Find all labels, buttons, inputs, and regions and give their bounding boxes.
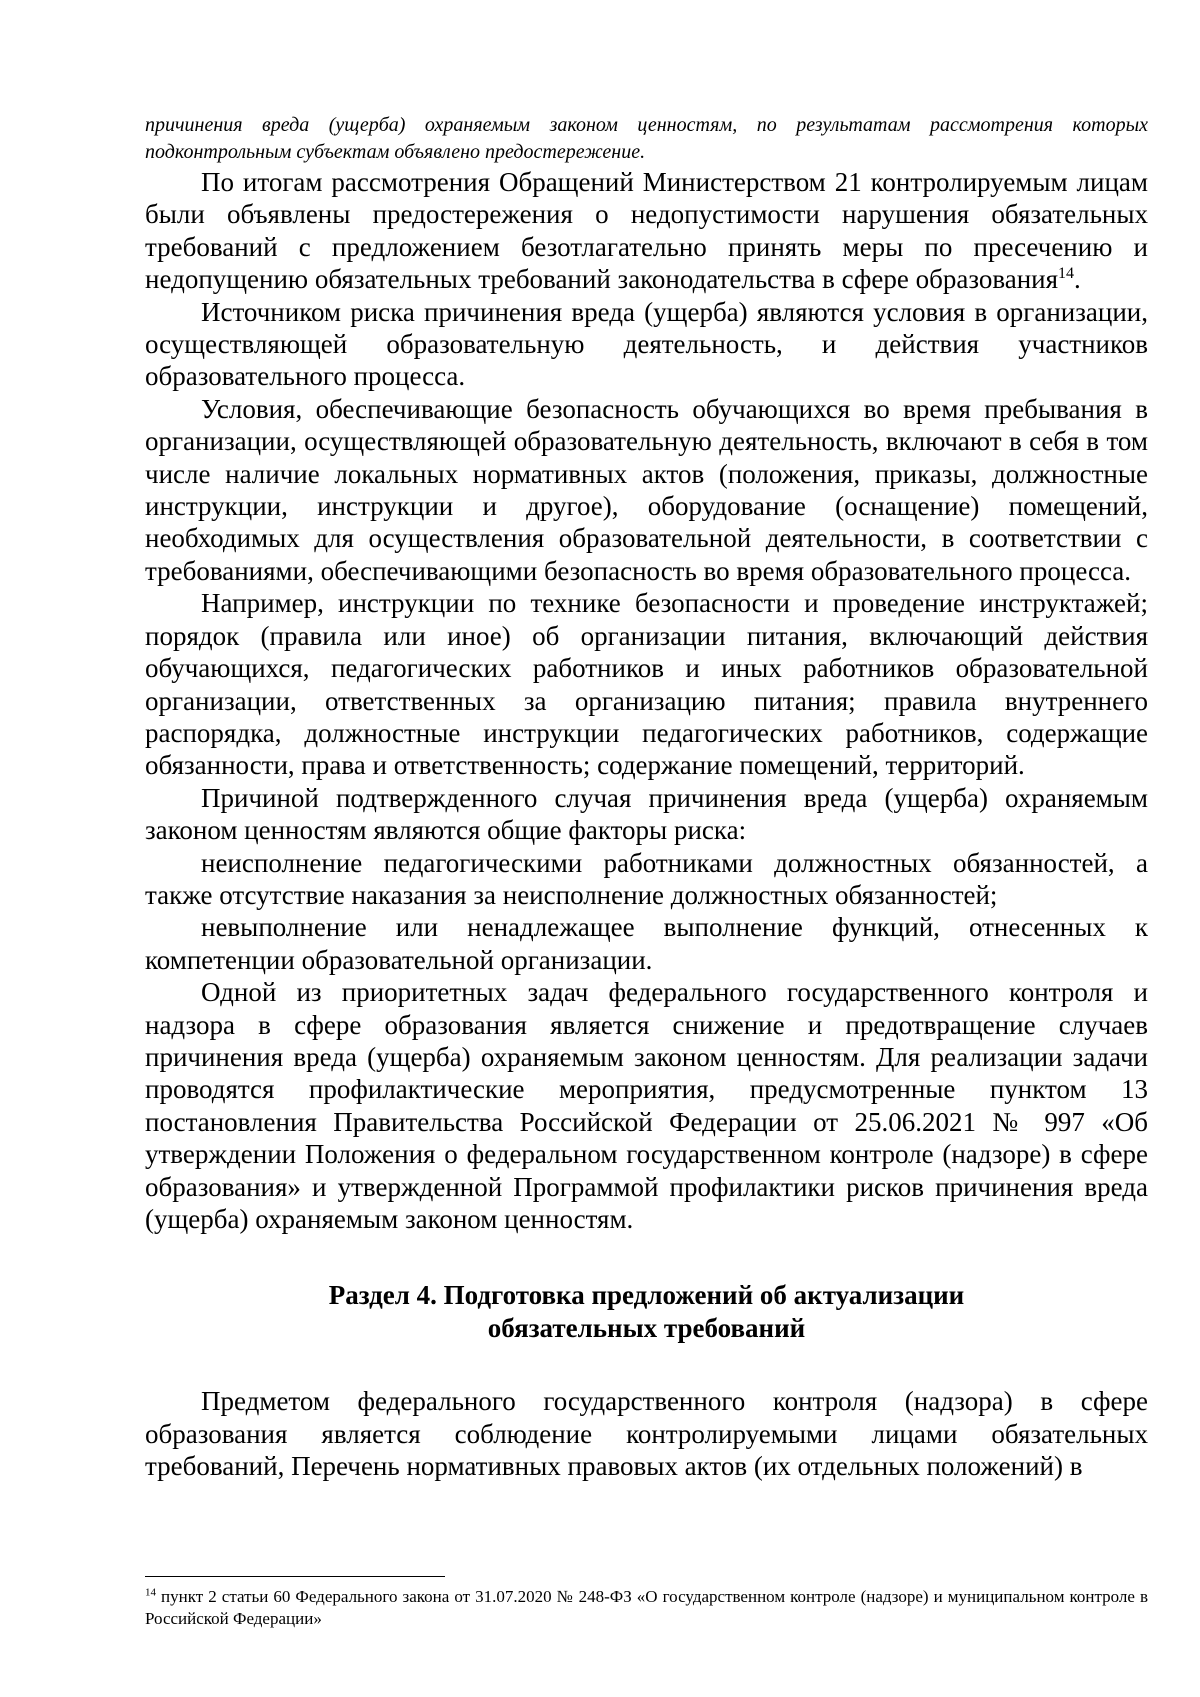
paragraph-risk-cause: Причиной подтвержденного случая причинения вреда (ущерба) охраняемым законом ценностям являются общие факторы риска: — [145, 782, 1148, 846]
paragraph-factor-2: невыполнение или ненадлежащее выполнение функций, отнесенных к компетенции образовательной организации. — [145, 912, 1148, 975]
paragraph-subject-of-control: Предметом федерального государственного контроля (надзора) в сфере образования является соблюдение контролируемыми лицами обязательных требований, Перечень нормативных правовых актов (их отдельных положений) в — [145, 1386, 1148, 1482]
paragraph-factor-1: неисполнение педагогическими работниками должностных обязанностей, а также отсутствие наказания за неисполнение должностных обязанностей; — [145, 847, 1148, 910]
footnote-separator — [145, 1576, 445, 1577]
body-text — [145, 112, 1148, 1483]
paragraph-warnings — [145, 166, 1148, 296]
footnote-number: 14 — [145, 1586, 156, 1599]
italic-lead-text: причинения вреда (ущерба) охраняемым законом ценностям, по результатам рассмотрения которых подконтрольным субъектам объявлено предостережение. — [145, 114, 1148, 163]
paragraph-examples: Например, инструкции по технике безопасности и проведение инструктажей; порядок (правила или иное) об организации питания, включающий действия обучающихся, педагогических работников и иных работников образовательной организации, ответственных за организацию питания; правила внутреннего распорядка, должностные инструкции педагогических работников, содержащие обязанности, права и ответственность; содержание помещений, территорий. — [145, 588, 1148, 781]
footnote-ref-14[interactable]: 14 — [1058, 265, 1075, 283]
section-4-heading — [145, 1279, 1148, 1345]
section-4-heading-line2: обязательных требований — [487, 1313, 806, 1344]
paragraph-safety-conditions: Условия, обеспечивающие безопасность обучающихся во время пребывания в организации, осуществляющей образовательную деятельность, включают в себя в том числе наличие локальных нормативных актов (положения, приказы, должностные инструкции, инструкции и другое), оборудование (оснащение) помещений, необходимых для осуществления образовательной деятельности, в соответствии с требованиями, обеспечивающими безопасность во время образовательного процесса. — [145, 393, 1148, 586]
paragraph-warnings-text: По итогам рассмотрения Обращений Министерством 21 контролируемым лицам были объявлены предостережения о недопустимости нарушения обязательных требований с предложением безотлагательно принять меры по пресечению и недопущению обязательных требований законодательства в сфере образования — [145, 167, 1148, 295]
paragraph-priority-tasks: Одной из приоритетных задач федерального государственного контроля и надзора в сфере образования является снижение и предотвращение случаев причинения вреда (ущерба) охраняемым законом ценностям. Для реализации задачи проводятся профилактические мероприятия, предусмотренные пунктом 13 постановления Правительства Российской Федерации от 25.06.2021 № 997 «Об утверждении Положения о федеральном государственном контроле (надзоре) в сфере образования» и утвержденной Программой профилактики рисков причинения вреда (ущерба) охраняемым законом ценностям. — [145, 977, 1148, 1234]
footnote-14 — [145, 1586, 1148, 1630]
paragraph-risk-source: Источником риска причинения вреда (ущерба) являются условия в организации, осуществляющей образовательную деятельность, и действия участников образовательного процесса. — [145, 296, 1148, 392]
footnote-ref-trail: . — [1074, 264, 1081, 295]
section-4-heading-line1: Раздел 4. Подготовка предложений об актуализации — [328, 1280, 965, 1311]
footnote-text: пункт 2 статьи 60 Федерального закона от 31.07.2020 № 248-ФЗ «О государственном контроле (надзоре) и муниципальном контроле в Российской Федерации» — [145, 1587, 1149, 1628]
